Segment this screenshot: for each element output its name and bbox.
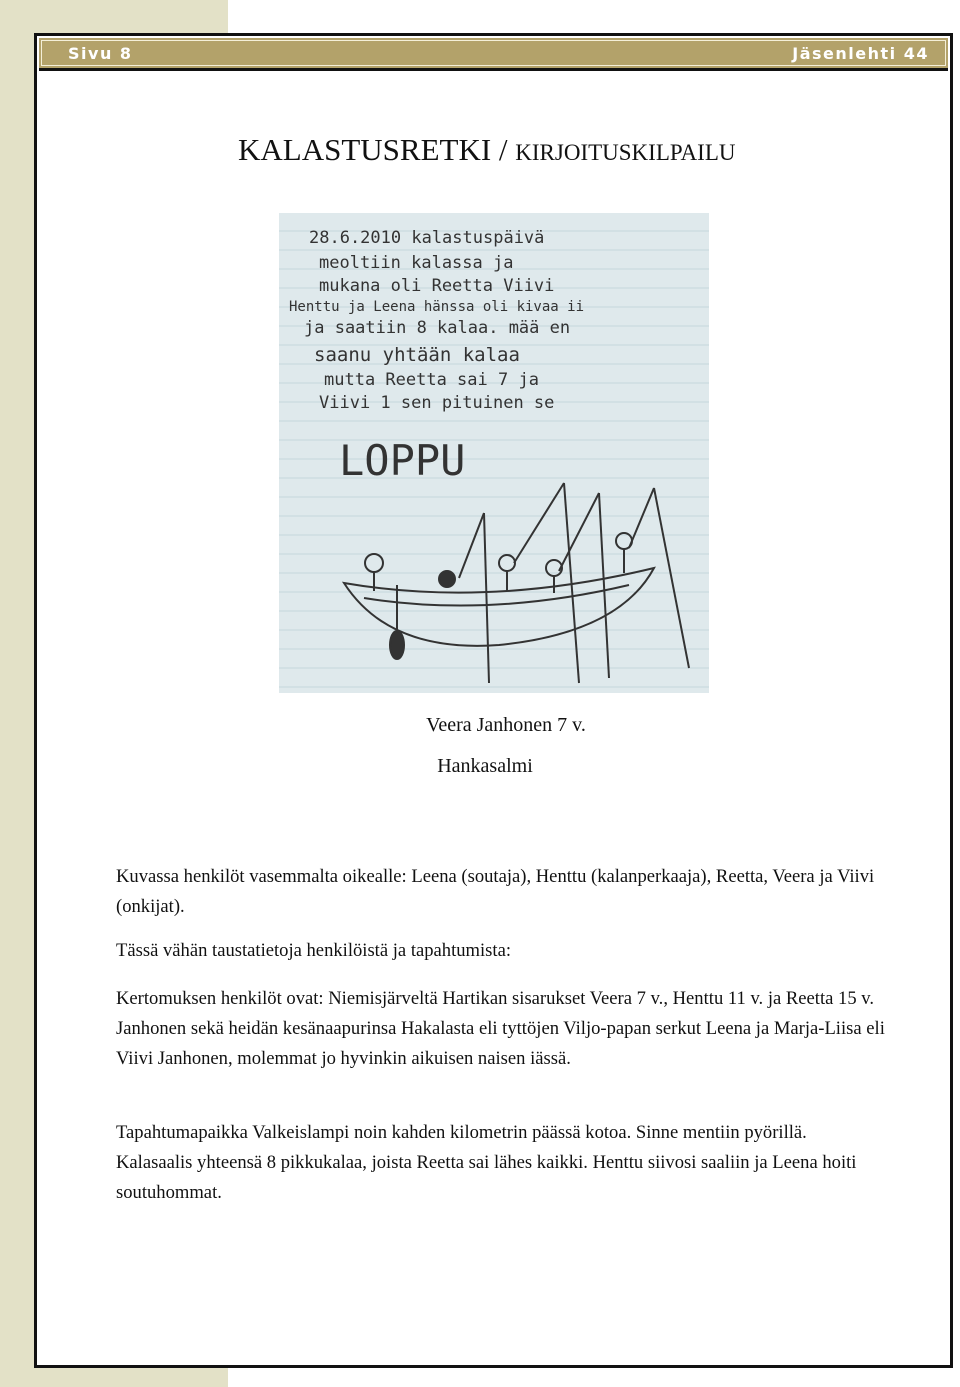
title-sub: KIRJOITUSKILPAILU — [515, 140, 736, 165]
header-bar — [39, 38, 948, 71]
issue-name: Jäsenlehti 44 — [792, 43, 929, 63]
place-caption: Hankasalmi — [437, 755, 533, 777]
handwriting-line: saanu yhtään kalaa — [314, 344, 520, 366]
paragraph-characters: Kertomuksen henkilöt ovat: Niemisjärveltä Hartikan sisarukset Veera 7 v., Henttu 11 v. ja Reetta 15 v. Janhonen sekä heidän kesänaapurinsa Hakalasta eli tyttöjen Viljo-papan serkut Leena ja Marja-Liisa eli Viivi Janhonen, molemmat jo hyvinkin aikuisen naisen iässä. — [116, 988, 885, 1069]
paragraph-background-intro: Tässä vähän taustatietoja henkilöistä ja tapahtumista: — [116, 940, 511, 961]
paragraph-location: Tapahtumapaikka Valkeislampi noin kahden kilometrin päässä kotoa. Sinne mentiin pyörillä. Kalasaalis yhteensä 8 pikkukalaa, joista Reetta sai lähes kaikki. Henttu siivosi saaliin ja Leena hoiti soutuhommat. — [116, 1122, 857, 1203]
handwriting-line: Henttu ja Leena hänssa oli kivaa ii — [289, 299, 585, 315]
title-main: KALASTUSRETKI / — [238, 132, 516, 167]
handwriting-line: 28.6.2010 kalastuspäivä — [309, 228, 545, 248]
handwriting-line: ja saatiin 8 kalaa. mää en — [304, 318, 571, 338]
handwriting-line: meoltiin kalassa ja — [319, 253, 514, 273]
child-drawing — [279, 213, 709, 693]
paragraph-persons: Kuvassa henkilöt vasemmalta oikealle: Leena (soutaja), Henttu (kalanperkaaja), Reetta, Veera ja Viivi (onkijat). — [116, 866, 875, 917]
header-inner — [41, 40, 946, 66]
handwriting-loppu: LOPPU — [339, 436, 466, 485]
handwriting-line: mutta Reetta sai 7 ja — [324, 370, 539, 390]
child-drawing-image — [279, 213, 709, 693]
page-number: Sivu 8 — [68, 43, 133, 63]
handwriting-line: Viivi 1 sen pituinen se — [319, 393, 555, 413]
handwriting-line: mukana oli Reetta Viivi — [319, 276, 555, 296]
article-title — [238, 132, 736, 168]
author-caption: Veera Janhonen 7 v. — [426, 714, 586, 736]
